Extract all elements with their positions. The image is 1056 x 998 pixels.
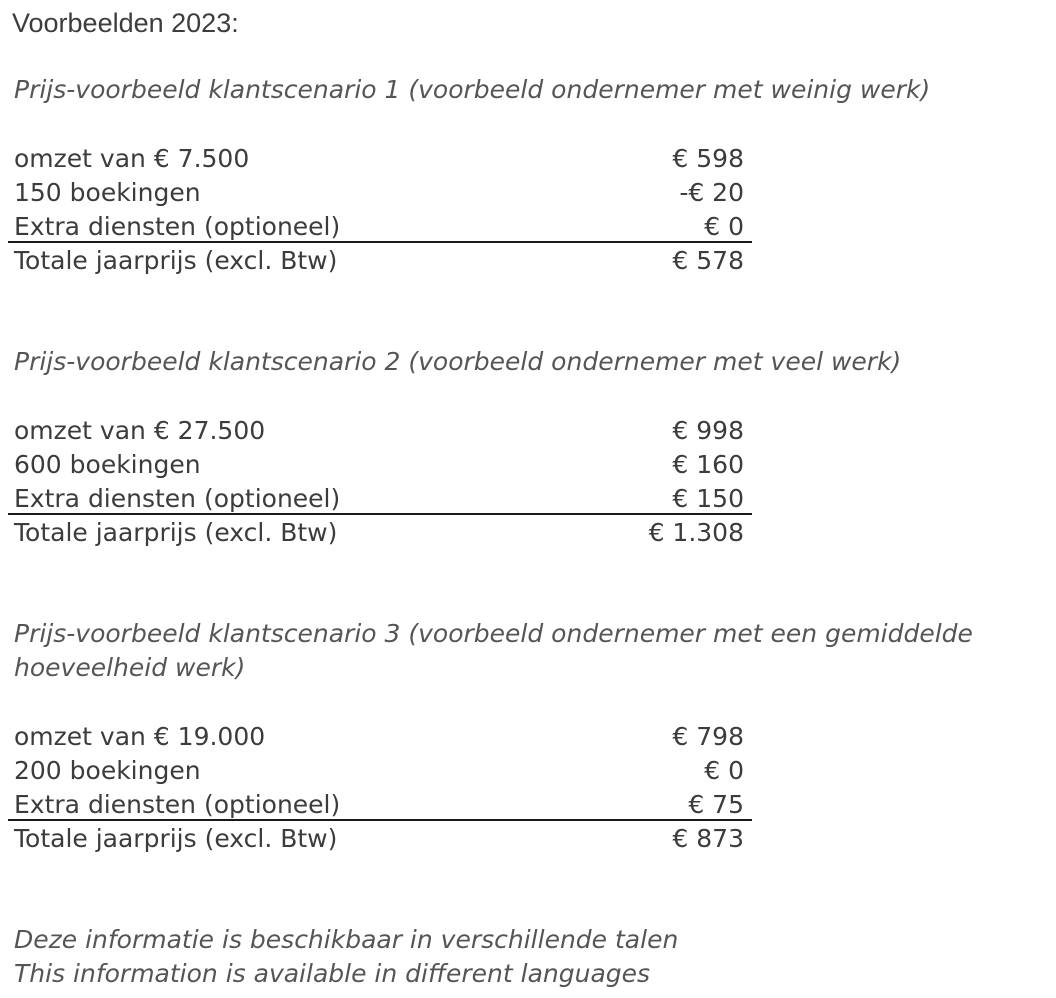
table-row: [8, 176, 752, 210]
total-divider: [8, 819, 752, 821]
scenario-2-title-line: Prijs-voorbeeld klantscenario 2 (voorbeeld ondernemer met veel werk): [14, 347, 902, 376]
row-label: omzet van € 27.500: [14, 416, 266, 445]
total-divider: [8, 241, 752, 243]
scenario-1-title-line: Prijs-voorbeeld klantscenario 1 (voorbeeld ondernemer met weinig werk): [14, 75, 931, 104]
total-divider: [8, 513, 752, 515]
row-amount: € 75: [688, 790, 744, 819]
row-label: Extra diensten (optioneel): [14, 484, 341, 513]
total-label: Totale jaarprijs (excl. Btw): [14, 518, 338, 547]
row-label: 150 boekingen: [14, 178, 201, 207]
row-amount: € 798: [672, 722, 744, 751]
row-amount: € 150: [672, 484, 744, 513]
scenario-1-title: [14, 73, 930, 107]
row-label: 200 boekingen: [14, 756, 201, 785]
total-amount: € 1.308: [648, 518, 744, 547]
total-label: Totale jaarprijs (excl. Btw): [14, 824, 338, 853]
table-row: [8, 210, 752, 244]
row-label: 600 boekingen: [14, 450, 201, 479]
row-label: omzet van € 7.500: [14, 144, 250, 173]
table-row: [8, 448, 752, 482]
row-amount: € 0: [704, 212, 744, 241]
row-amount: € 160: [672, 450, 744, 479]
table-row: [8, 414, 752, 448]
row-label: omzet van € 19.000: [14, 722, 266, 751]
row-amount: -€ 20: [679, 178, 744, 207]
footer-line-english: This information is available in different languages: [14, 959, 651, 988]
row-amount: € 598: [672, 144, 744, 173]
scenario-3-title-line-2: hoeveelheid werk): [14, 653, 246, 682]
scenario-1-price-table: [8, 142, 752, 278]
total-amount: € 873: [672, 824, 744, 853]
table-row: [8, 754, 752, 788]
scenario-3-title: [14, 617, 973, 685]
total-row: [8, 822, 752, 856]
row-amount: € 0: [704, 756, 744, 785]
table-row: [8, 720, 752, 754]
row-amount: € 998: [672, 416, 744, 445]
total-amount: € 578: [672, 246, 744, 275]
table-row: [8, 482, 752, 516]
total-label: Totale jaarprijs (excl. Btw): [14, 246, 338, 275]
row-label: Extra diensten (optioneel): [14, 790, 341, 819]
page-heading: Voorbeelden 2023:: [12, 8, 239, 38]
footer-line-dutch: Deze informatie is beschikbaar in verschillende talen: [14, 925, 679, 954]
total-row: [8, 244, 752, 278]
table-row: [8, 142, 752, 176]
scenario-3-title-line-1: Prijs-voorbeeld klantscenario 3 (voorbeeld ondernemer met een gemiddelde: [14, 619, 973, 648]
scenario-2-title: [14, 345, 901, 379]
table-row: [8, 788, 752, 822]
total-row: [8, 516, 752, 550]
scenario-3-price-table: [8, 720, 752, 856]
scenario-2-price-table: [8, 414, 752, 550]
row-label: Extra diensten (optioneel): [14, 212, 341, 241]
